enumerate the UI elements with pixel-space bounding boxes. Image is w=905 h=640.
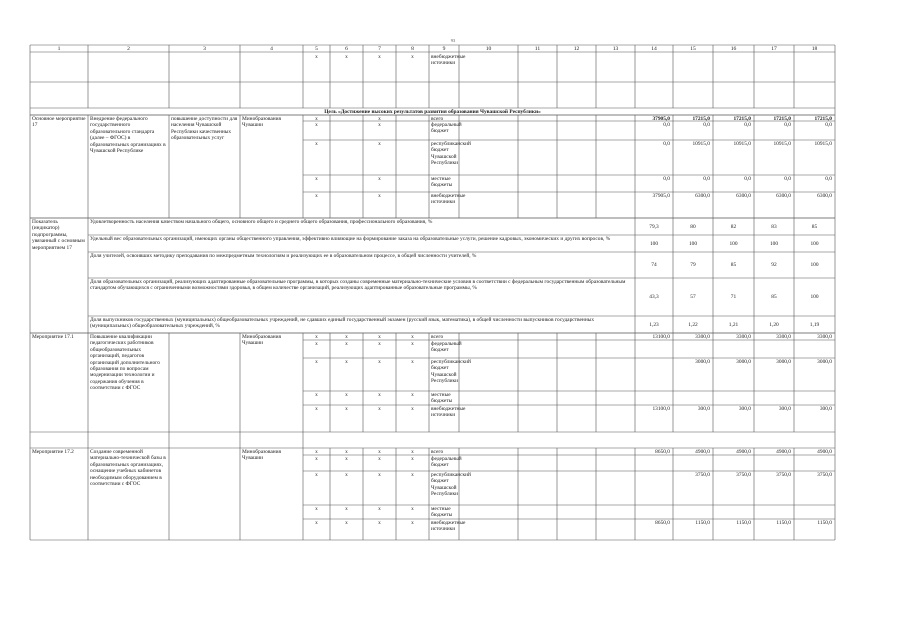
budget-code-cell: х: [378, 456, 381, 462]
funding-amount: 13100,0: [652, 334, 670, 340]
budget-code-cell: х: [411, 54, 414, 60]
indicator-value: 71: [730, 294, 737, 300]
funding-amount: [635, 471, 673, 479]
funding-amount: 1150,0: [695, 520, 710, 526]
funding-amount: 37905,0: [652, 193, 670, 199]
indicator-value: 1,22: [688, 321, 698, 328]
budget-code-cell: х: [315, 506, 318, 512]
funding-amount: [754, 391, 794, 399]
funding-amount: [794, 391, 835, 399]
funding-amount: 1150,0: [776, 520, 791, 526]
budget-code-cell: х: [315, 54, 318, 60]
funding-amount: 3300,0: [736, 334, 751, 340]
funding-amount: [713, 340, 754, 348]
funding-amount: 3750,0: [776, 472, 791, 478]
column-number: 10: [485, 46, 492, 52]
column-number: 6: [345, 46, 348, 52]
funding-amount: 0,0: [703, 176, 710, 182]
funding-source: всего: [431, 449, 444, 455]
funding-source: внебюджетные источники: [431, 406, 466, 419]
funding-source: федеральный бюджет: [431, 341, 462, 354]
budget-code-cell: х: [345, 406, 348, 412]
event-executor: Минобразования Чувашии: [242, 334, 281, 347]
indicator-value: 1,23: [649, 321, 659, 328]
column-number: 14: [651, 46, 657, 52]
column-number: 1: [57, 46, 61, 52]
budget-code-cell: х: [315, 193, 318, 199]
budget-code-cell: х: [315, 392, 318, 398]
budget-code-cell: х: [315, 341, 318, 347]
budget-code-cell: х: [315, 334, 318, 340]
funding-amount: 4900,0: [776, 449, 791, 455]
budget-code-cell: х: [378, 472, 381, 478]
funding-source: республиканский бюджет Чувашской Республики: [431, 359, 471, 385]
funding-amount: [713, 391, 754, 399]
funding-amount: [673, 455, 713, 463]
funding-amount: [794, 505, 835, 513]
budget-code-cell: х: [315, 176, 318, 182]
budget-code-cell: х: [378, 176, 381, 182]
funding-amount: [635, 358, 673, 366]
funding-amount: 17215,0: [733, 116, 751, 122]
budget-code-cell: х: [315, 359, 318, 365]
indicator-value: 100: [810, 294, 819, 300]
budget-code-cell: х: [411, 456, 414, 462]
indicator-value: 83: [771, 223, 777, 230]
funding-amount: 300,0: [778, 406, 791, 412]
funding-amount: [635, 391, 673, 399]
indicator-value: 85: [730, 262, 737, 268]
indicator-value: 57: [690, 294, 696, 300]
funding-amount: [673, 391, 713, 399]
indicator-label: Показатель (индикатор) подпрограммы, увязанный с основным мероприятием 17: [32, 219, 85, 251]
page-number: 93: [450, 38, 456, 43]
funding-amount: 8650,0: [655, 520, 670, 526]
funding-amount: 6300,0: [736, 193, 751, 199]
funding-amount: 17215,0: [773, 116, 791, 122]
budget-code-cell: х: [378, 334, 381, 340]
column-number: 3: [203, 46, 206, 52]
funding-source: республиканский бюджет Чувашской Республики: [431, 141, 471, 167]
funding-source: федеральный бюджет: [431, 456, 462, 469]
indicator-value: 1,20: [769, 321, 779, 328]
budget-code-cell: х: [378, 141, 381, 147]
funding-amount: 17215,0: [692, 116, 710, 122]
budget-code-cell: х: [345, 54, 348, 60]
budget-code-cell: х: [411, 341, 414, 347]
indicator-text: Доля выпускников государственных (муниципальных) общеобразовательных учреждений, не сдавших единый государственный экзамен (русский язык, математика), в общей численности выпускников государственных (муниципальных) общеобразовательных учреждений, %: [90, 317, 595, 330]
budget-code-cell: х: [411, 359, 414, 365]
funding-amount: 3300,0: [695, 334, 710, 340]
funding-amount: 0,0: [784, 122, 791, 128]
funding-amount: 300,0: [738, 406, 751, 412]
budget-code-cell: х: [378, 359, 381, 365]
funding-amount: [673, 505, 713, 513]
funding-source: местные бюджеты: [431, 176, 453, 189]
funding-amount: 13100,0: [652, 406, 670, 412]
budget-code-cell: х: [411, 334, 414, 340]
indicator-value: 100: [688, 240, 698, 247]
goal-title: Цель «Достижение высоких результатов развития образования Чувашской Республики»: [324, 109, 541, 115]
indicator-value: 100: [810, 262, 819, 268]
budget-code-cell: х: [411, 506, 414, 512]
funding-amount: [713, 505, 754, 513]
funding-amount: 0,0: [744, 176, 751, 182]
funding-amount: 0,0: [825, 176, 832, 182]
budget-code-cell: х: [378, 116, 381, 122]
funding-amount: 8650,0: [655, 449, 670, 455]
event-name: Внедрение федерального государственного образовательного стандарта (далее – ФГОС) в образовательных организациях в Чувашской Республике: [90, 116, 166, 155]
funding-amount: 0,0: [784, 176, 791, 182]
funding-amount: [635, 455, 673, 463]
funding-source: внебюджетные источники: [431, 54, 466, 67]
column-number: 13: [612, 46, 619, 52]
funding-amount: 6300,0: [817, 193, 832, 199]
indicator-value: 92: [771, 262, 777, 268]
budget-code-cell: х: [378, 341, 381, 347]
funding-amount: 0,0: [663, 176, 670, 182]
event-goal: повышение доступности для населения Чувашской Республики качественных образовательных услуг: [171, 116, 238, 142]
funding-amount: 3000,0: [817, 359, 832, 365]
indicator-value: 43,3: [649, 294, 659, 300]
budget-code-cell: х: [378, 122, 381, 128]
indicator-value: 1,19: [809, 321, 820, 328]
indicator-text: Доля учителей, освоивших методику преподавания по межпредметным технологиям и реализующих ее в образовательном процессе, в общей численности учителей, %: [90, 253, 477, 259]
budget-code-cell: х: [411, 449, 414, 455]
budget-code-cell: х: [378, 520, 381, 526]
funding-amount: [794, 340, 835, 348]
funding-amount: [754, 340, 794, 348]
indicator-value: 85: [811, 223, 818, 230]
funding-source: местные бюджеты: [431, 506, 453, 519]
budget-code-cell: х: [378, 449, 381, 455]
indicator-value: 100: [810, 240, 819, 247]
funding-amount: 1150,0: [736, 520, 751, 526]
budget-code-cell: х: [411, 392, 414, 398]
column-number: 9: [442, 46, 446, 52]
funding-amount: 3300,0: [776, 334, 791, 340]
indicator-value: 79,3: [649, 223, 659, 230]
column-number: 17: [771, 46, 777, 52]
budget-code-cell: х: [315, 406, 318, 412]
funding-amount: 0,0: [663, 122, 670, 128]
budget-code-cell: х: [315, 472, 318, 478]
budget-code-cell: х: [378, 392, 381, 398]
funding-amount: 1150,0: [817, 520, 832, 526]
budget-code-cell: х: [345, 506, 348, 512]
budget-code-cell: х: [315, 520, 318, 526]
event-executor: Минобразования Чувашии: [242, 449, 281, 462]
funding-amount: [794, 455, 835, 463]
funding-amount: [754, 455, 794, 463]
column-number: 7: [378, 46, 381, 52]
indicator-value: 1,21: [728, 321, 739, 328]
funding-amount: [635, 340, 673, 348]
event-status: Мероприятие 17.2: [32, 449, 74, 455]
budget-code-cell: х: [411, 406, 414, 412]
budget-code-cell: х: [345, 520, 348, 526]
funding-amount: 10915,0: [733, 141, 751, 147]
column-number: 8: [411, 46, 414, 52]
funding-source: всего: [431, 116, 444, 122]
funding-amount: 10915,0: [773, 141, 791, 147]
budget-code-cell: х: [345, 359, 348, 365]
indicator-value: 79: [690, 262, 696, 268]
budget-code-cell: х: [345, 472, 348, 478]
funding-amount: 17215,0: [814, 116, 832, 122]
funding-amount: 3750,0: [695, 472, 710, 478]
indicator-text: Удельный вес образовательных организаций, имеющих органы общественного управления, эффективно влияющие на формирование заказа на образовательные услуги, решение кадровых, экономических и других вопросов, %: [90, 236, 611, 242]
funding-amount: 300,0: [819, 406, 832, 412]
indicator-text: Удовлетворенность населения качеством начального общего, основного общего и среднего общего образования, профессионального образования, %: [90, 219, 433, 225]
funding-amount: 0,0: [744, 122, 751, 128]
budget-code-cell: х: [378, 406, 381, 412]
budget-code-cell: х: [345, 456, 348, 462]
funding-amount: 6300,0: [776, 193, 791, 199]
funding-amount: 6300,0: [695, 193, 710, 199]
event-status: Мероприятие 17.1: [32, 334, 74, 340]
funding-amount: [635, 505, 673, 513]
column-number: 18: [811, 46, 818, 52]
column-number: 2: [127, 46, 130, 52]
funding-amount: 4900,0: [695, 449, 710, 455]
indicator-value: 100: [649, 240, 659, 247]
funding-amount: 0,0: [663, 141, 670, 147]
funding-amount: [713, 455, 754, 463]
indicator-text: Доля образовательных организаций, реализующих адаптированные образовательные программы, в которых созданы современные материально-технические условия в соответствии с федеральным государственным образовательным стандартом обучающихся с ограниченными возможностями здоровья, в общем количестве организаций, реализующих адаптированные образовательные программы, %: [90, 279, 626, 292]
funding-amount: 3300,0: [817, 334, 832, 340]
column-number: 12: [573, 46, 580, 52]
event-executor: Минобразования Чувашии: [242, 116, 281, 129]
funding-amount: 3000,0: [776, 359, 791, 365]
funding-source: всего: [431, 334, 444, 340]
column-number: 5: [315, 46, 318, 52]
funding-source: внебюджетные источники: [431, 193, 466, 206]
budget-code-cell: х: [378, 506, 381, 512]
indicator-value: 100: [729, 240, 738, 247]
budget-code-cell: х: [345, 341, 348, 347]
funding-amount: 3000,0: [695, 359, 710, 365]
budget-code-cell: х: [345, 392, 348, 398]
funding-amount: 4900,0: [817, 449, 832, 455]
budget-code-cell: х: [345, 334, 348, 340]
funding-amount: 3750,0: [736, 472, 751, 478]
indicator-value: 74: [651, 262, 657, 268]
funding-amount: 37905,0: [652, 116, 670, 122]
funding-amount: 3750,0: [817, 472, 832, 478]
event-status: Основное мероприятие 17: [32, 116, 86, 129]
funding-amount: 10915,0: [814, 141, 832, 147]
funding-source: внебюджетные источники: [431, 520, 466, 533]
budget-code-cell: х: [411, 520, 414, 526]
indicator-value: 100: [769, 240, 779, 247]
column-number: 15: [690, 46, 696, 52]
indicator-value: 82: [730, 223, 737, 230]
funding-amount: 0,0: [825, 122, 832, 128]
funding-amount: [673, 340, 713, 348]
funding-amount: 3000,0: [736, 359, 751, 365]
event-name: Создание современной материально-технической базы в образовательных организациях, оснащение учебных кабинетов необходимым оборудованием в соответствии с ФГОС: [90, 449, 166, 488]
budget-code-cell: х: [411, 472, 414, 478]
budget-code-cell: х: [315, 122, 318, 128]
column-number: 16: [730, 46, 737, 52]
event-name: Повышение квалификации педагогических работников общеобразовательных организаций, педагогов организаций дополнительного образования по вопросам модернизации технологии и содержания обучения в соответствии с ФГОС: [90, 334, 160, 392]
budget-code-cell: х: [378, 193, 381, 199]
indicator-value: 85: [771, 294, 777, 300]
funding-amount: 10915,0: [692, 141, 710, 147]
budget-code-cell: х: [315, 116, 318, 122]
budget-code-cell: х: [378, 54, 381, 60]
funding-amount: 300,0: [697, 406, 710, 412]
funding-amount: [754, 505, 794, 513]
funding-amount: 4900,0: [736, 449, 751, 455]
column-number: 4: [270, 46, 273, 52]
funding-source: федеральный бюджет: [431, 122, 462, 135]
budget-code-cell: х: [315, 449, 318, 455]
budget-code-cell: х: [345, 449, 348, 455]
funding-source: местные бюджеты: [431, 392, 453, 405]
budget-code-cell: х: [315, 141, 318, 147]
budget-code-cell: х: [315, 456, 318, 462]
funding-source: республиканский бюджет Чувашской Республики: [431, 472, 471, 498]
column-number: 11: [534, 46, 541, 52]
funding-amount: 0,0: [703, 122, 710, 128]
indicator-value: 80: [690, 223, 696, 230]
